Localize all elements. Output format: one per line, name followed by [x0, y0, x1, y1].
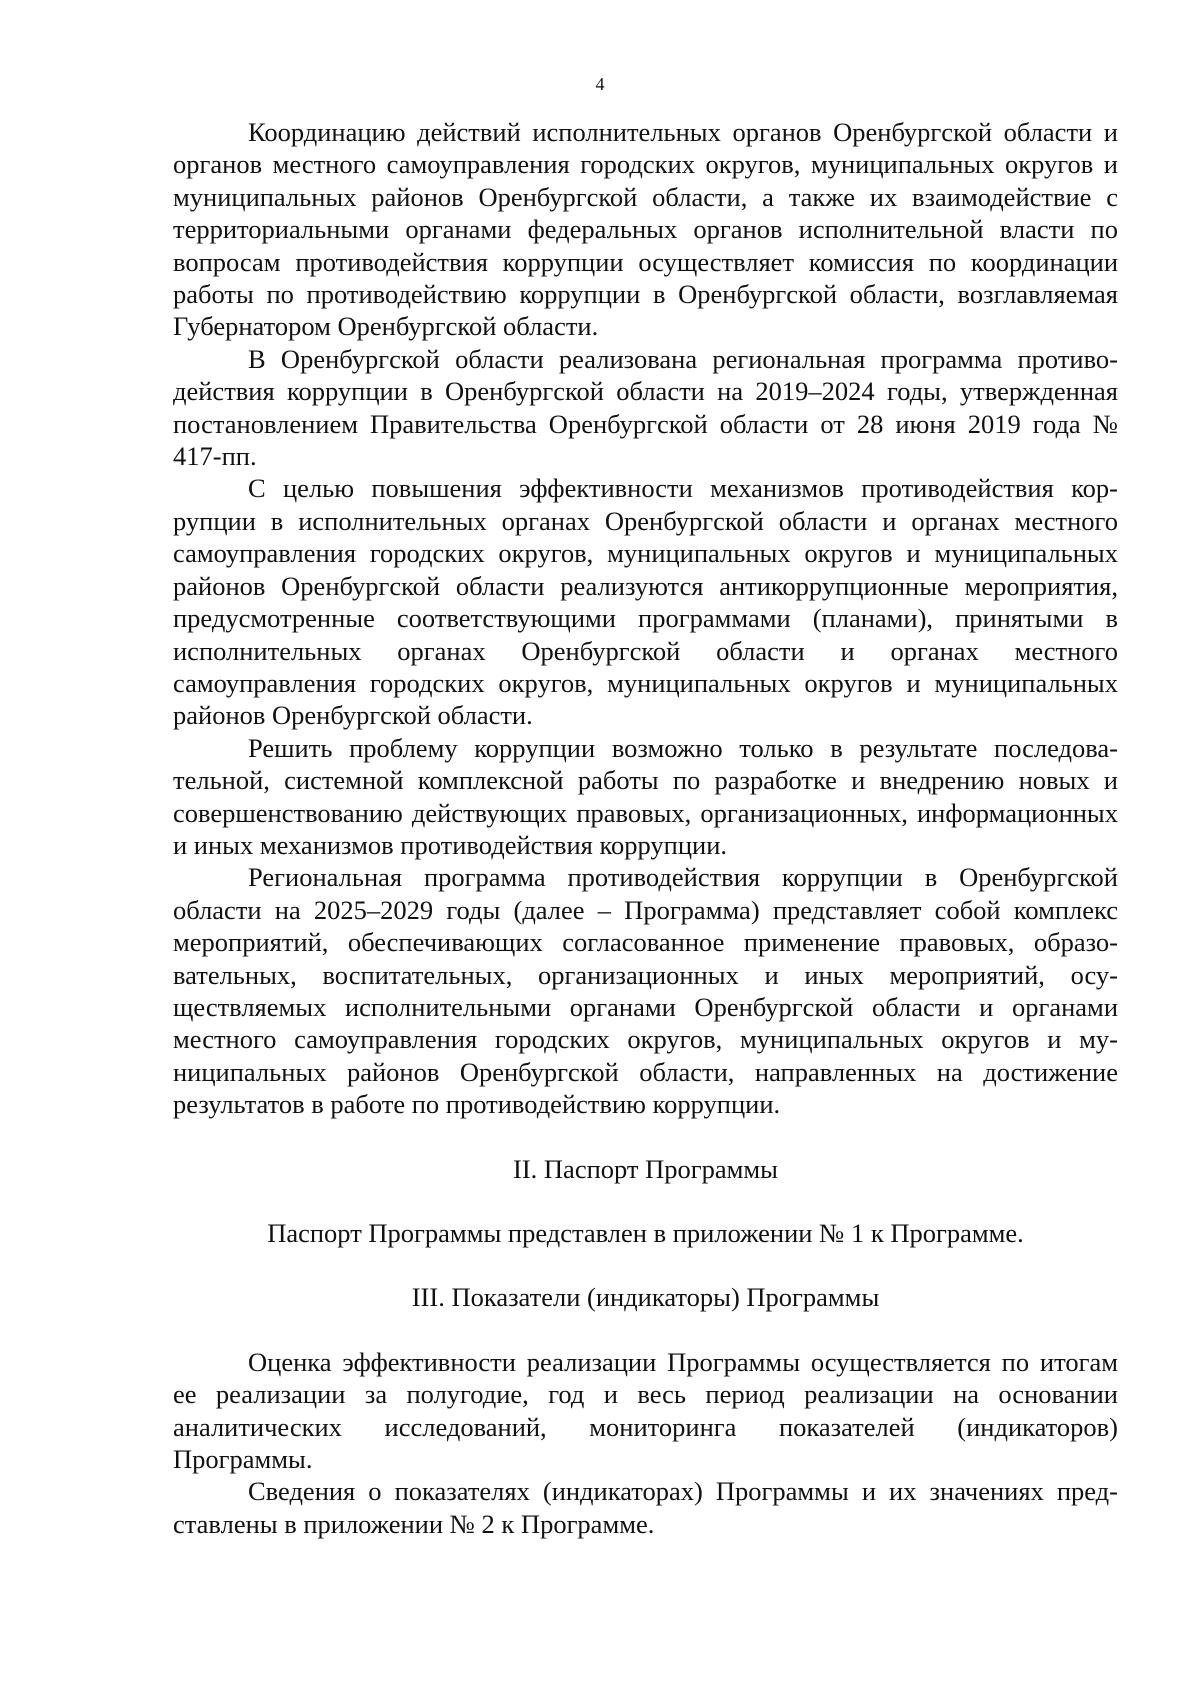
section-heading-indicators: III. Показатели (индикаторы) Программы — [411, 1282, 880, 1313]
document-body — [173, 116, 1118, 1540]
paragraph-indicators-reference: Сведения о показателях (индикаторах) Программы и их значениях представлены в приложении № 2 к Программе. — [173, 1476, 1118, 1539]
section-heading-passport: II. Паспорт Программы — [513, 1153, 778, 1184]
page-number: 4 — [595, 74, 605, 94]
paragraph-previous-program: В Оренбургской области реализована региональная программа противодействия коррупции в Оренбургской области на 2019–2024 годы, утвержденная постановлением Правительства Оренбургской области от 28 июня 2019 года № 417-пп. — [173, 343, 1118, 472]
paragraph-efficiency-goal: С целью повышения эффективности механизмов противодействия коррупции в исполнительных органах Оренбургской области и органах местного самоуправления городских округов, муниципальных округов и муниципальных районов Оренбургской области реализуются антикоррупционные мероприятия, предусмотренные соответствующими программами (планами), принятыми в исполнительных органах Оренбургской области и органах местного самоуправления городских округов, муниципальных округов и муниципальных районов Оренбургской области. — [173, 473, 1118, 731]
passport-reference-text: Паспорт Программы представлен в приложении № 1 к Программе. — [267, 1218, 1024, 1248]
paragraph-evaluation: Оценка эффективности реализации Программы осуществляется по итогам ее реализации за полугодие, год и весь период реализации на основании аналитических исследований, мониторинга показателей (индикаторов) Программы. — [173, 1346, 1118, 1475]
paragraph-problem-solution: Решить проблему коррупции возможно только в результате последовательной, системной комплексной работы по разработке и внедрению новых и совершенствованию действующих правовых, организационных, информационных и иных механизмов противодействия коррупции. — [173, 732, 1118, 860]
paragraph-program-definition: Региональная программа противодействия коррупции в Оренбургской области на 2025–2029 годы (далее – Программа) представляет собой комплекс мероприятий, обеспечивающих согласованное применение правовых, образовательных, воспитательных, организационных и иных мероприятий, осуществляемых исполнительными органами Оренбургской области и органами местного самоуправления городских округов, муниципальных округов и муниципальных районов Оренбургской области, направленных на достижение результатов в работе по противодействию коррупции. — [173, 862, 1118, 1120]
paragraph-coordination: Координацию действий исполнительных органов Оренбургской области и органов местного самоуправления городских округов, муниципальных округов и муниципальных районов Оренбургской области, а также их взаимодействие с территориальными органами федеральных органов исполнительной власти по вопросам противодействия коррупции осуществляет комиссия по координации работы по противодействию коррупции в Оренбургской области, возглавляемая Губернатором Оренбургской области. — [173, 117, 1118, 342]
